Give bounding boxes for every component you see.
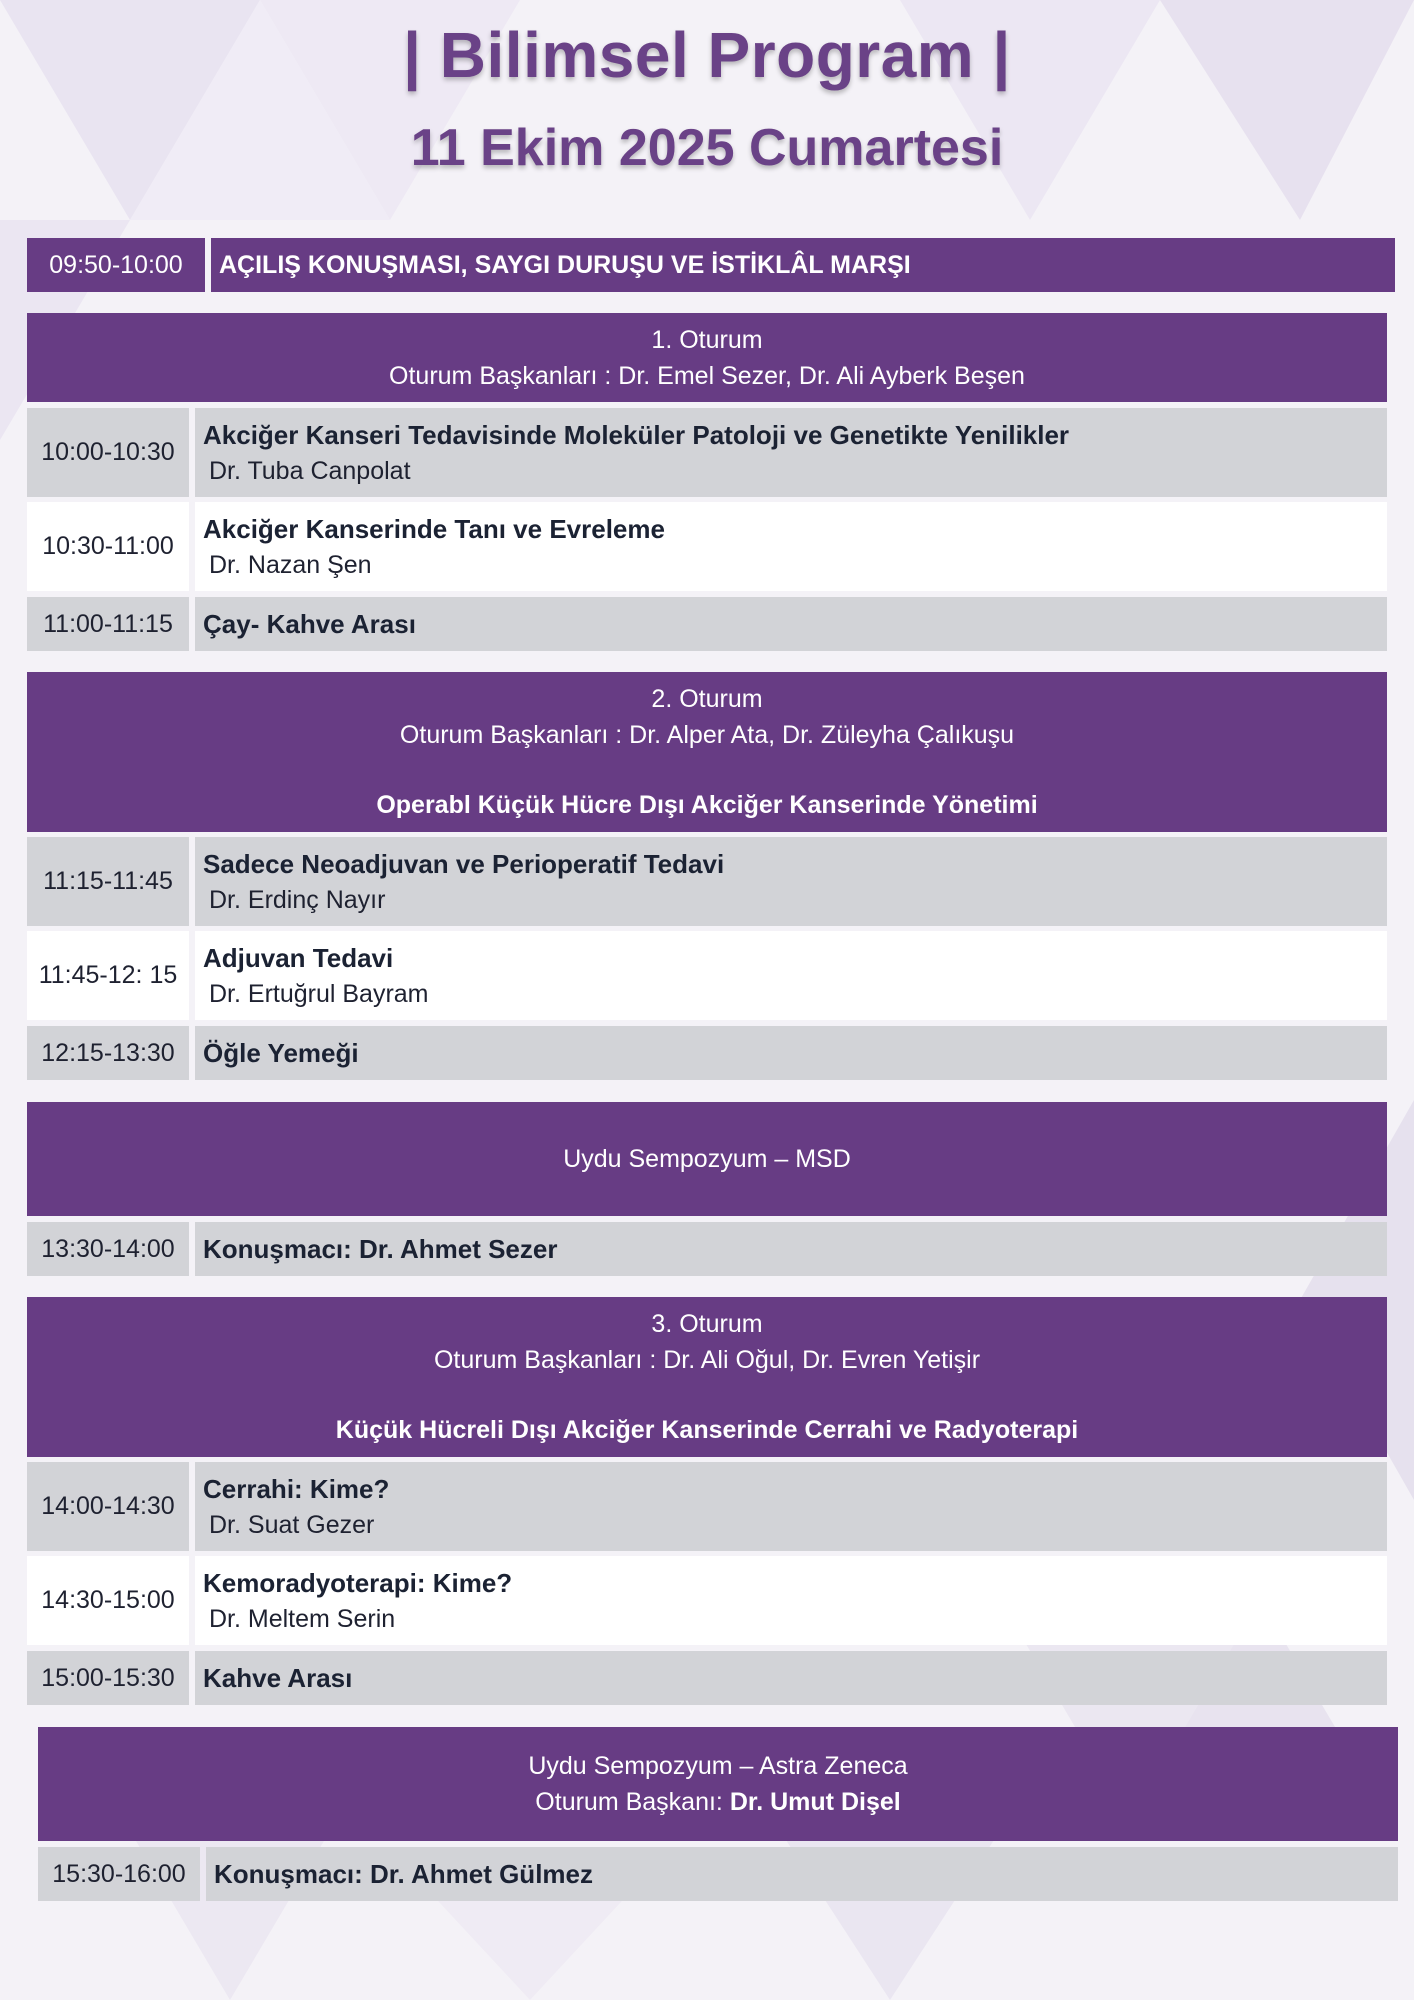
row-content bbox=[195, 1026, 1387, 1080]
row-content bbox=[195, 931, 1387, 1020]
row-time: 11:45-12: 15 bbox=[27, 931, 189, 1020]
row-content bbox=[195, 837, 1387, 926]
schedule-row bbox=[27, 502, 1387, 591]
symposium-astrazeneca-header bbox=[38, 1727, 1398, 1841]
symposium-msd-title: Uydu Sempozyum – MSD bbox=[563, 1145, 851, 1173]
schedule-row bbox=[27, 931, 1387, 1020]
chair-label: Oturum Başkanı: bbox=[535, 1788, 723, 1816]
schedule-row bbox=[27, 408, 1387, 497]
symposium-msd-header bbox=[27, 1102, 1387, 1216]
schedule-row bbox=[27, 1556, 1387, 1645]
row-topic: Kemoradyoterapi: Kime? bbox=[203, 1567, 513, 1598]
row-time: 14:00-14:30 bbox=[27, 1462, 189, 1551]
session-2-name: 2. Oturum bbox=[651, 685, 763, 713]
row-time: 13:30-14:00 bbox=[27, 1222, 189, 1276]
row-topic: Konuşmacı: Dr. Ahmet Sezer bbox=[203, 1234, 558, 1264]
row-speaker: Dr. Tuba Canpolat bbox=[209, 456, 411, 485]
session-2-theme: Operabl Küçük Hücre Dışı Akciğer Kanserinde Yönetimi bbox=[376, 791, 1038, 819]
row-topic: Akciğer Kanserinde Tanı ve Evreleme bbox=[203, 513, 665, 544]
row-topic: Akciğer Kanseri Tedavisinde Moleküler Patoloji ve Genetikte Yenilikler bbox=[203, 419, 1070, 450]
row-topic: Cerrahi: Kime? bbox=[203, 1473, 390, 1504]
row-topic: Çay- Kahve Arası bbox=[203, 609, 416, 639]
row-topic: Adjuvan Tedavi bbox=[203, 942, 394, 973]
row-speaker: Dr. Meltem Serin bbox=[209, 1604, 396, 1633]
row-content bbox=[195, 1556, 1387, 1645]
session-1-name: 1. Oturum bbox=[651, 325, 763, 354]
schedule-row bbox=[27, 1462, 1387, 1551]
row-content bbox=[195, 1222, 1387, 1276]
session-2-chairs: Oturum Başkanları : Dr. Alper Ata, Dr. Züleyha Çalıkuşu bbox=[399, 721, 1015, 749]
session-2-header bbox=[27, 672, 1387, 832]
row-content bbox=[195, 502, 1387, 591]
row-time: 10:30-11:00 bbox=[27, 502, 189, 591]
row-time: 15:30-16:00 bbox=[38, 1847, 200, 1901]
row-content bbox=[195, 408, 1387, 497]
symposium-astrazeneca-title: Uydu Sempozyum – Astra Zeneca bbox=[528, 1752, 908, 1780]
row-content bbox=[195, 1651, 1387, 1705]
row-time: 12:15-13:30 bbox=[27, 1026, 189, 1080]
row-time: 11:00-11:15 bbox=[27, 597, 189, 651]
page-title: | Bilimsel Program | bbox=[403, 19, 1011, 91]
row-time: 15:00-15:30 bbox=[27, 1651, 189, 1705]
row-speaker: Dr. Suat Gezer bbox=[209, 1510, 375, 1539]
schedule-row bbox=[27, 1026, 1387, 1080]
row-time: 11:15-11:45 bbox=[27, 837, 189, 926]
row-topic: Sadece Neoadjuvan ve Perioperatif Tedavi bbox=[203, 848, 725, 879]
row-content bbox=[195, 597, 1387, 651]
session-3-theme: Küçük Hücreli Dışı Akciğer Kanserinde Cerrahi ve Radyoterapi bbox=[335, 1416, 1079, 1444]
row-speaker: Dr. Nazan Şen bbox=[209, 550, 372, 579]
row-topic: Öğle Yemeği bbox=[203, 1038, 359, 1068]
schedule-row bbox=[27, 1651, 1387, 1705]
program-date: 11 Ekim 2025 Cumartesi bbox=[410, 119, 1004, 177]
schedule-row bbox=[27, 837, 1387, 926]
session-1-header bbox=[27, 313, 1387, 402]
opening-time-cell: 09:50-10:00 bbox=[27, 238, 205, 292]
row-time: 10:00-10:30 bbox=[27, 408, 189, 497]
row-topic: Konuşmacı: Dr. Ahmet Gülmez bbox=[214, 1859, 593, 1889]
row-time: 14:30-15:00 bbox=[27, 1556, 189, 1645]
session-3-chairs: Oturum Başkanları : Dr. Ali Oğul, Dr. Evren Yetişir bbox=[433, 1346, 981, 1374]
schedule-row bbox=[38, 1847, 1398, 1901]
session-1-chairs: Oturum Başkanları : Dr. Emel Sezer, Dr. Ali Ayberk Beşen bbox=[389, 361, 1025, 390]
symposium-astrazeneca-chair bbox=[535, 1784, 900, 1820]
opening-title-cell: AÇILIŞ KONUŞMASI, SAYGI DURUŞU VE İSTİKLÂL MARŞI bbox=[211, 238, 1395, 292]
chair-name: Dr. Umut Dişel bbox=[729, 1788, 901, 1816]
session-3-header bbox=[27, 1297, 1387, 1457]
session-3-name: 3. Oturum bbox=[651, 1310, 763, 1338]
row-content bbox=[195, 1462, 1387, 1551]
schedule-row bbox=[27, 597, 1387, 651]
row-speaker: Dr. Erdinç Nayır bbox=[209, 885, 386, 914]
row-speaker: Dr. Ertuğrul Bayram bbox=[209, 979, 429, 1008]
schedule-row bbox=[27, 1222, 1387, 1276]
row-topic: Kahve Arası bbox=[203, 1663, 353, 1693]
row-content bbox=[206, 1847, 1398, 1901]
